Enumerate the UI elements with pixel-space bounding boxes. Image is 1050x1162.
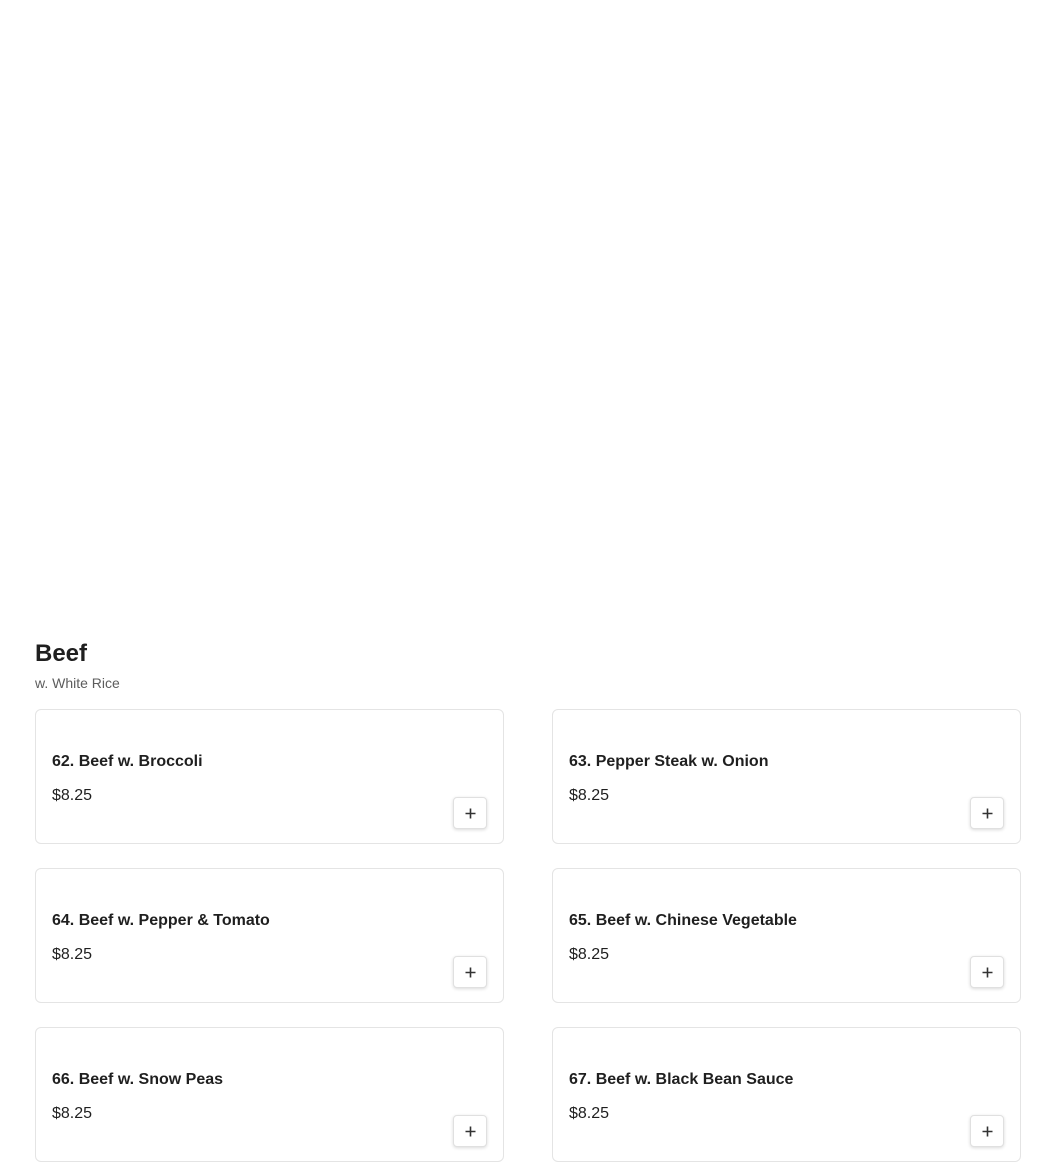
add-to-cart-button[interactable] — [970, 797, 1004, 829]
section-title: Beef — [35, 640, 88, 667]
menu-item-price: $8.25 — [52, 946, 93, 963]
plus-icon — [465, 1126, 476, 1137]
menu-item-card[interactable] — [552, 868, 1021, 1003]
plus-icon — [982, 967, 993, 978]
menu-item-name: 65. Beef w. Chinese Vegetable — [569, 912, 797, 929]
menu-section-beef — [35, 640, 1021, 1122]
add-to-cart-button[interactable] — [453, 1115, 487, 1147]
menu-item-name: 62. Beef w. Broccoli — [52, 753, 203, 770]
add-to-cart-button[interactable] — [453, 797, 487, 829]
menu-item-card[interactable] — [35, 1027, 504, 1162]
menu-item-price: $8.25 — [569, 946, 610, 963]
plus-icon — [465, 808, 476, 819]
menu-item-card[interactable] — [552, 709, 1021, 844]
menu-item-price: $8.25 — [52, 787, 93, 804]
add-to-cart-button[interactable] — [970, 956, 1004, 988]
plus-icon — [982, 1126, 993, 1137]
plus-icon — [982, 808, 993, 819]
section-subtitle: w. White Rice — [35, 675, 120, 691]
menu-item-name: 67. Beef w. Black Bean Sauce — [569, 1071, 794, 1088]
menu-item-price: $8.25 — [569, 1105, 610, 1122]
plus-icon — [465, 967, 476, 978]
menu-item-card[interactable] — [35, 868, 504, 1003]
menu-item-grid — [35, 709, 1021, 1162]
menu-item-name: 63. Pepper Steak w. Onion — [569, 753, 769, 770]
menu-item-name: 66. Beef w. Snow Peas — [52, 1071, 224, 1088]
add-to-cart-button[interactable] — [453, 956, 487, 988]
menu-item-price: $8.25 — [52, 1105, 93, 1122]
menu-item-price: $8.25 — [569, 787, 610, 804]
add-to-cart-button[interactable] — [970, 1115, 1004, 1147]
menu-item-card[interactable] — [552, 1027, 1021, 1162]
menu-item-name: 64. Beef w. Pepper & Tomato — [52, 912, 270, 929]
menu-item-card[interactable] — [35, 709, 504, 844]
